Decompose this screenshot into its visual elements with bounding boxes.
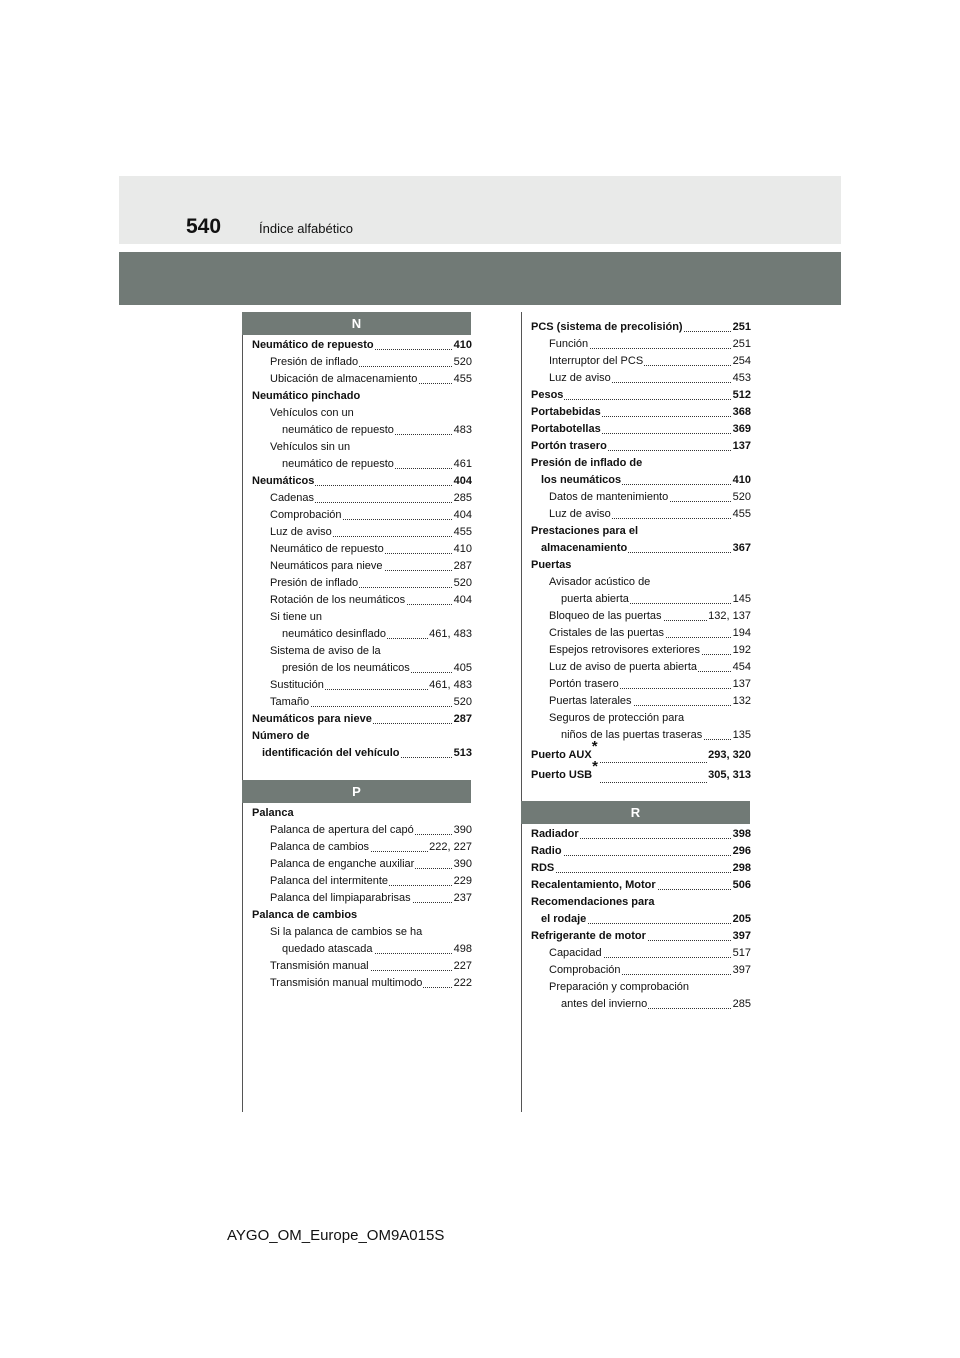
entry-term [531,319,684,336]
index-entry [270,643,472,660]
entry-term-text: identificación del vehículo [262,747,400,759]
entry-page-ref: 454 [732,659,751,676]
entry-term [270,439,351,456]
index-entry [531,758,751,784]
entry-term [531,843,563,860]
header-band [119,176,841,244]
entry-term-text: Palanca de cambios [252,909,358,921]
page-title: Índice alfabético [259,221,353,236]
index-entry [541,540,751,557]
index-entry [549,353,751,370]
section-letter-n: N [242,312,471,335]
entry-term [270,490,315,507]
entry-page-ref: 398 [732,826,751,843]
entry-term [531,894,656,911]
entry-term [282,660,411,677]
entry-term-text: Si la palanca de cambios se ha [270,926,423,938]
entry-term [531,826,580,843]
index-entry [270,958,472,975]
index-entry [531,928,751,945]
index-block-r [531,826,751,1013]
index-entry [270,694,472,711]
header-dark-band [119,252,841,305]
entry-page-ref: 285 [453,490,472,507]
entry-term-text: niños de las puertas traseras [561,729,703,741]
entry-term [531,928,647,945]
entry-term-text: Rotación de los neumáticos [270,594,406,606]
entry-page-ref: 506 [732,877,751,894]
entry-term [270,975,423,992]
entry-term-text: Cristales de las puertas [549,627,664,639]
entry-term-text: Sustitución [270,679,324,691]
entry-term [549,962,622,979]
entry-term-text: Portón trasero [531,440,607,452]
entry-page-ref: 498 [453,941,472,958]
entry-term [531,758,599,784]
entry-page-ref: 285 [732,996,751,1013]
entry-term [531,738,599,764]
entry-term [270,958,370,975]
entry-term [270,609,323,626]
entry-page-ref: 229 [453,873,472,890]
index-entry [262,745,472,762]
index-entry [531,455,751,472]
entry-term [549,945,603,962]
entry-term-text: PCS (sistema de precolisión) [531,321,683,333]
entry-term-text: Vehículos con un [270,407,354,419]
entry-term [282,626,387,643]
entry-term [270,873,389,890]
entry-term [270,575,359,592]
document-code: AYGO_OM_Europe_OM9A015S [227,1227,445,1244]
entry-term [270,890,412,907]
entry-page-ref: 410 [453,337,472,354]
entry-term [561,996,648,1013]
entry-term [531,877,657,894]
entry-page-ref: 237 [453,890,472,907]
entry-term [549,676,620,693]
entry-page-ref: 132, 137 [707,608,751,625]
entry-term-text: Función [549,338,589,350]
entry-term [531,421,602,438]
index-entry [549,710,751,727]
entry-term-text: presión de los neumáticos [282,662,410,674]
entry-term [549,336,589,353]
entry-page-ref: 194 [732,625,751,642]
entry-term-text: neumático de repuesto [282,458,394,470]
entry-term-text: neumático de repuesto [282,424,394,436]
entry-page-ref: 137 [732,676,751,693]
entry-term-text: Puertas [531,559,572,571]
index-entry [531,826,751,843]
entry-term-text: Ubicación de almacenamiento [270,373,418,385]
entry-term [531,523,639,540]
index-entry [549,608,751,625]
index-entry [531,404,751,421]
entry-term [549,659,698,676]
index-entry [549,336,751,353]
entry-page-ref: 369 [732,421,751,438]
entry-term-text: almacenamiento [541,542,628,554]
index-entry [270,839,472,856]
page-number: 540 [186,215,222,238]
entry-term-text: Presión de inflado [270,356,359,368]
entry-page-ref: 405 [453,660,472,677]
entry-term-text: Neumáticos para nieve [252,713,372,725]
section-letter-p: P [242,780,471,803]
entry-term-text: RDS [531,862,555,874]
index-entry [270,873,472,890]
entry-term-text: Palanca de apertura del capó [270,824,414,836]
index-entry [531,319,751,336]
entry-term [531,438,608,455]
entry-term-text: Avisador acústico de [549,576,651,588]
entry-page-ref: 461, 483 [428,677,472,694]
entry-term [252,728,310,745]
entry-page-ref: 520 [453,354,472,371]
entry-term [549,506,612,523]
index-entry [252,805,472,822]
entry-page-ref: 251 [732,319,751,336]
index-block-p-continued [531,319,751,784]
entry-term-text: Neumático de repuesto [270,543,384,555]
index-entry [549,642,751,659]
entry-term [282,456,395,473]
entry-term-text: Datos de mantenimiento [549,491,669,503]
index-entry [270,558,472,575]
entry-term-text: Palanca de cambios [270,841,370,853]
index-entry [270,924,472,941]
entry-term [270,507,343,524]
entry-term-text: antes del invierno [561,998,648,1010]
entry-term [549,625,665,642]
footnote-star: * [592,758,598,776]
entry-page-ref: 305, 313 [707,767,751,784]
index-entry [270,822,472,839]
entry-term-text: neumático desinflado [282,628,386,640]
entry-term-text: Número de [252,730,310,742]
index-entry [282,660,472,677]
entry-term [549,353,644,370]
entry-page-ref: 254 [732,353,751,370]
section-letter-r: R [521,801,750,824]
entry-page-ref: 410 [732,472,751,489]
entry-page-ref: 205 [732,911,751,928]
entry-term-text: Neumáticos para nieve [270,560,383,572]
index-entry [531,438,751,455]
entry-term [270,354,359,371]
index-entry [252,388,472,405]
entry-term-text: Luz de aviso [549,508,611,520]
index-entry [270,677,472,694]
entry-page-ref: 222 [453,975,472,992]
entry-term [282,941,374,958]
index-entry [270,490,472,507]
index-entry [541,911,751,928]
entry-term-text: Palanca del limpiaparabrisas [270,892,411,904]
entry-term [561,591,630,608]
entry-term-text: Palanca de enganche auxiliar [270,858,415,870]
entry-term [282,422,395,439]
entry-term [252,711,373,728]
entry-term [270,541,385,558]
index-entry [549,962,751,979]
entry-term [549,642,701,659]
index-entry [549,625,751,642]
index-entry [531,894,751,911]
entry-term-text: Neumático pinchado [252,390,361,402]
entry-page-ref: 367 [732,540,751,557]
entry-term [270,558,384,575]
entry-page-ref: 397 [732,962,751,979]
index-entry [531,860,751,877]
entry-term-text: Tamaño [270,696,310,708]
index-entry [270,592,472,609]
index-entry [549,506,751,523]
entry-page-ref: 455 [732,506,751,523]
index-entry [270,507,472,524]
index-entry [252,337,472,354]
entry-term-text: Palanca [252,807,294,819]
index-entry [270,975,472,992]
left-column-rule [242,312,243,1112]
entry-term [252,388,361,405]
entry-page-ref: 513 [453,745,472,762]
entry-page-ref: 137 [732,438,751,455]
entry-page-ref: 293, 320 [707,747,751,764]
entry-term [549,979,690,996]
entry-term-text: Presión de inflado [270,577,359,589]
entry-term-text: Luz de aviso [549,372,611,384]
entry-term-text: Cadenas [270,492,315,504]
entry-term [549,710,685,727]
entry-term [270,643,382,660]
entry-page-ref: 192 [732,642,751,659]
entry-term-text: Puerto AUX [531,749,592,761]
index-entry [531,523,751,540]
index-entry [252,728,472,745]
entry-term-text: Portón trasero [549,678,619,690]
entry-term-text: Palanca del intermitente [270,875,389,887]
entry-page-ref: 461 [453,456,472,473]
entry-term [549,693,633,710]
index-entry [252,907,472,924]
entry-term [270,677,325,694]
entry-page-ref: 145 [732,591,751,608]
index-entry [531,843,751,860]
entry-page-ref: 520 [453,694,472,711]
index-entry [549,489,751,506]
entry-page-ref: 251 [732,336,751,353]
entry-term [549,370,612,387]
entry-term-text: Prestaciones para el [531,525,639,537]
entry-term [270,694,310,711]
entry-page-ref: 404 [453,473,472,490]
entry-term [252,337,375,354]
entry-term-text: Neumático de repuesto [252,339,374,351]
index-entry [270,405,472,422]
index-entry [549,979,751,996]
entry-term [262,745,401,762]
entry-term-text: Luz de aviso [270,526,332,538]
entry-term-text: Capacidad [549,947,602,959]
entry-term-text: Recomendaciones para [531,896,655,908]
entry-term-text: Transmisión manual multimodo [270,977,423,989]
index-entry [282,626,472,643]
index-entry [561,996,751,1013]
entry-page-ref: 135 [732,727,751,744]
index-entry [282,941,472,958]
entry-term [549,574,651,591]
entry-term [270,405,355,422]
index-entry [270,524,472,541]
index-entry [549,574,751,591]
entry-term [270,371,418,388]
entry-page-ref: 222, 227 [428,839,472,856]
entry-term-text: Vehículos sin un [270,441,351,453]
entry-page-ref: 296 [732,843,751,860]
entry-term [549,608,663,625]
entry-page-ref: 397 [732,928,751,945]
entry-term-text: Radio [531,845,562,857]
entry-term-text: el rodaje [541,913,587,925]
index-entry [561,727,751,744]
entry-term-text: Portabebidas [531,406,601,418]
entry-page-ref: 410 [453,541,472,558]
entry-page-ref: 453 [732,370,751,387]
entry-term-text: Bloqueo de las puertas [549,610,662,622]
entry-term [252,473,315,490]
entry-term [541,472,622,489]
entry-term [531,404,602,421]
entry-term-text: puerta abierta [561,593,629,605]
index-entry [270,439,472,456]
index-entry [270,575,472,592]
entry-page-ref: 368 [732,404,751,421]
entry-term-text: quedado atascada [282,943,373,955]
entry-page-ref: 287 [453,558,472,575]
entry-term-text: Portabotellas [531,423,601,435]
entry-page-ref: 512 [732,387,751,404]
index-block-n [252,337,472,762]
entry-page-ref: 520 [732,489,751,506]
index-entry [282,422,472,439]
entry-page-ref: 517 [732,945,751,962]
entry-page-ref: 132 [732,693,751,710]
entry-page-ref: 455 [453,371,472,388]
entry-term-text: Interruptor del PCS [549,355,644,367]
entry-term-text: Puertas laterales [549,695,632,707]
entry-page-ref: 404 [453,507,472,524]
index-entry [282,456,472,473]
index-block-p [252,805,472,992]
entry-term [270,592,406,609]
entry-page-ref: 390 [453,856,472,873]
entry-term-text: Si tiene un [270,611,322,623]
entry-term-text: Espejos retrovisores exteriores [549,644,701,656]
entry-term [541,911,587,928]
entry-page-ref: 455 [453,524,472,541]
entry-term [561,727,703,744]
index-entry [531,738,751,764]
index-entry [531,421,751,438]
entry-term-text: Luz de aviso de puerta abierta [549,661,697,673]
entry-term [270,856,415,873]
entry-term-text: Recalentamiento, Motor [531,879,656,891]
entry-page-ref: 298 [732,860,751,877]
entry-term-text: Transmisión manual [270,960,369,972]
entry-term-text: Sistema de aviso de la [270,645,381,657]
entry-term [270,822,415,839]
index-entry [531,557,751,574]
entry-page-ref: 404 [453,592,472,609]
index-entry [549,370,751,387]
entry-term [270,524,333,541]
index-entry [252,473,472,490]
entry-term [270,924,423,941]
entry-term-text: Comprobación [549,964,621,976]
index-entry [561,591,751,608]
entry-term-text: Pesos [531,389,564,401]
index-entry [270,541,472,558]
entry-term-text: Preparación y comprobación [549,981,690,993]
index-entry [549,693,751,710]
entry-term-text: Comprobación [270,509,342,521]
index-entry [531,387,751,404]
entry-page-ref: 287 [453,711,472,728]
entry-term-text: Neumáticos [252,475,315,487]
entry-term [541,540,628,557]
index-entry [270,856,472,873]
entry-term-text: los neumáticos [541,474,622,486]
index-entry [541,472,751,489]
index-entry [270,371,472,388]
footnote-star: * [591,738,598,756]
entry-term-text: Puerto USB [531,769,593,781]
entry-term [270,839,370,856]
index-entry [531,877,751,894]
entry-term [531,860,555,877]
entry-term-text: Refrigerante de motor [531,930,646,942]
index-entry [549,676,751,693]
entry-term [531,455,643,472]
index-entry [270,354,472,371]
entry-page-ref: 461, 483 [428,626,472,643]
entry-page-ref: 390 [453,822,472,839]
entry-term-text: Radiador [531,828,579,840]
index-entry [549,659,751,676]
entry-term [531,557,572,574]
entry-term [252,907,358,924]
entry-term [531,387,564,404]
entry-term [252,805,295,822]
entry-page-ref: 520 [453,575,472,592]
right-column-rule [521,312,522,1112]
index-entry [252,711,472,728]
index-entry [270,890,472,907]
entry-term [549,489,669,506]
index-entry [270,609,472,626]
entry-page-ref: 227 [453,958,472,975]
entry-page-ref: 483 [453,422,472,439]
entry-term-text: Seguros de protección para [549,712,685,724]
entry-term-text: Presión de inflado de [531,457,643,469]
index-entry [549,945,751,962]
